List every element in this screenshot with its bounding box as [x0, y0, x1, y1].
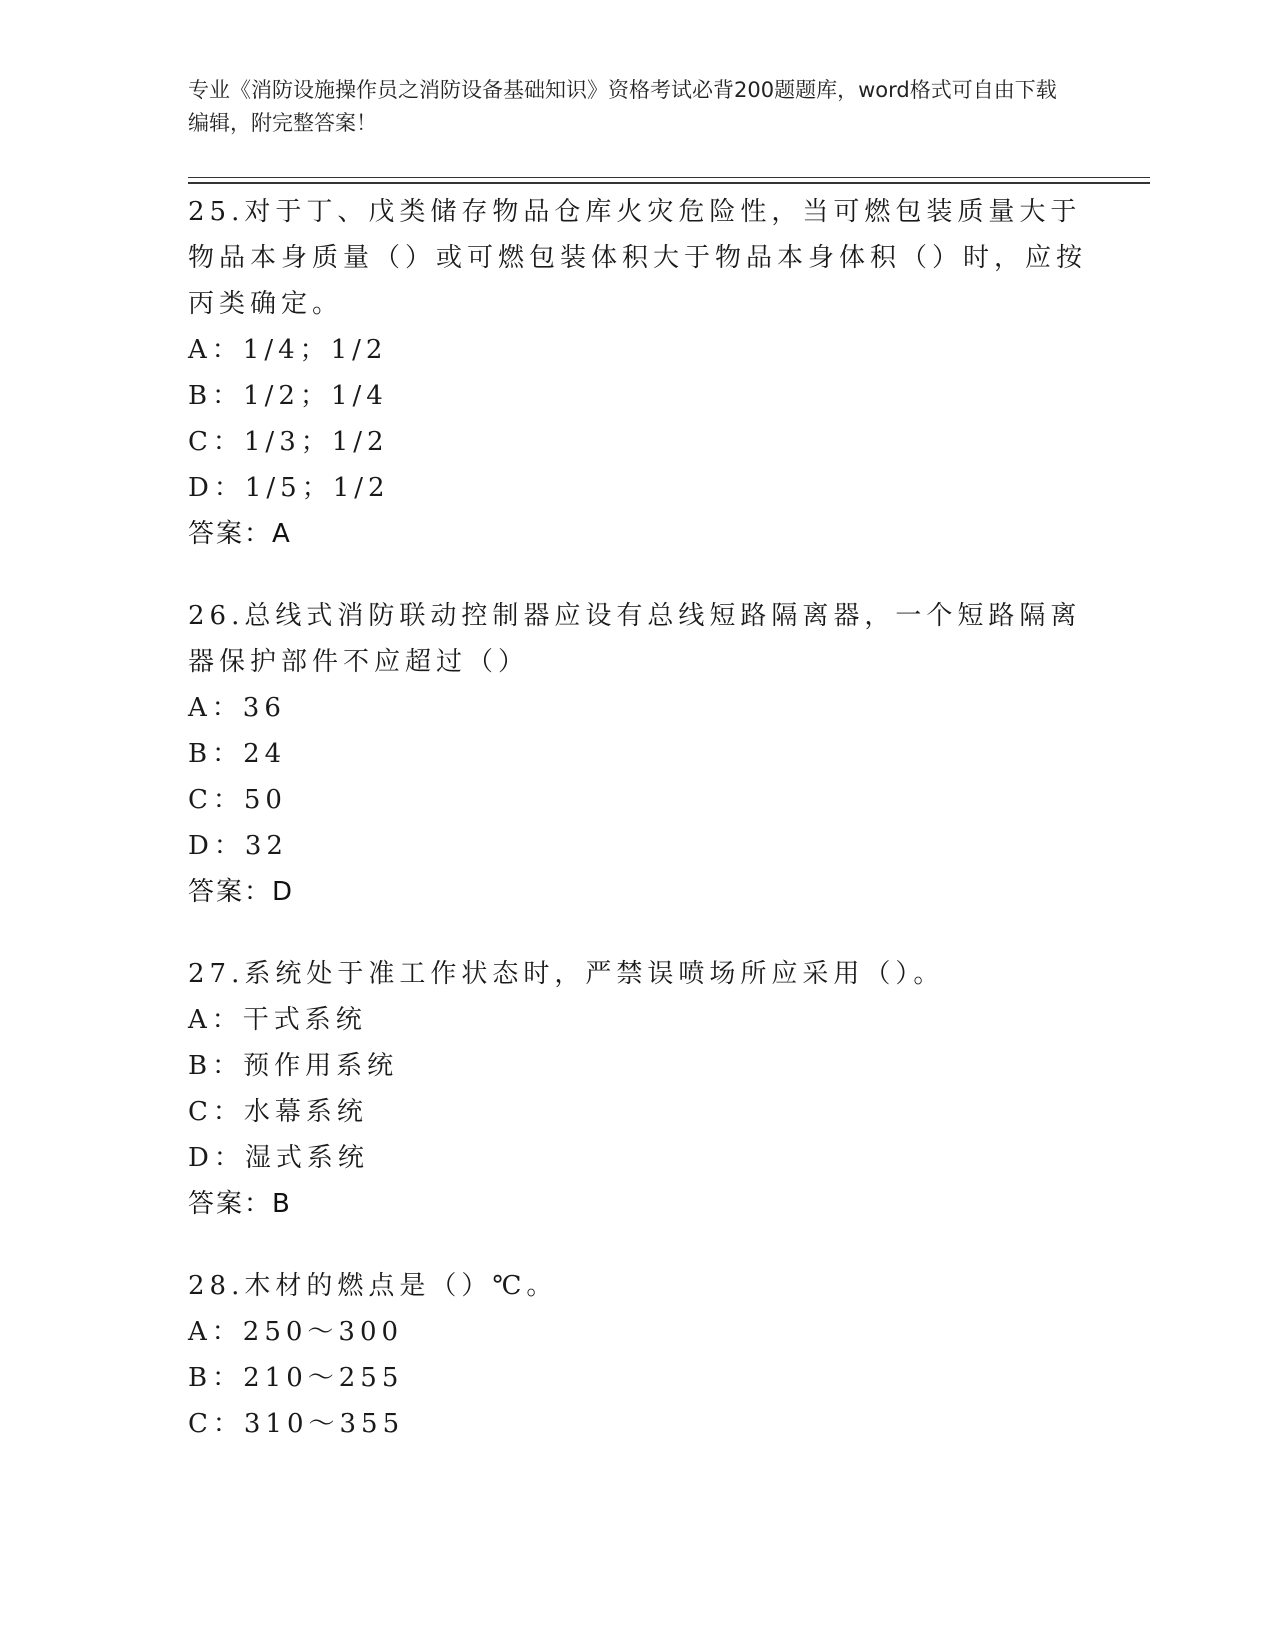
question-28	[188, 1263, 1088, 1447]
answer-line: 答案：A	[188, 519, 292, 549]
question-text: 26.总线式消防联动控制器应设有总线短路隔离器，一个短路隔离器保护部件不应超过（）	[188, 601, 1082, 677]
question-text: 28.木材的燃点是（）℃。	[188, 1271, 558, 1301]
question-25	[188, 189, 1088, 557]
header-divider-thick	[188, 182, 1150, 184]
option-d: D：32	[188, 831, 288, 861]
question-27	[188, 951, 1088, 1227]
question-text: 25.对于丁、戊类储存物品仓库火灾危险性，当可燃包装质量大于物品本身质量（）或可燃包装体积大于物品本身体积（）时，应按丙类确定。	[188, 197, 1088, 319]
option-a: A：干式系统	[188, 1005, 367, 1035]
option-c: C：水幕系统	[188, 1097, 368, 1127]
option-c: C：310～355	[188, 1409, 405, 1439]
option-b: B：预作用系统	[188, 1051, 399, 1081]
question-26	[188, 593, 1088, 915]
answer-line: 答案：B	[188, 1189, 292, 1219]
option-c: C：50	[188, 785, 287, 815]
question-list	[188, 189, 1088, 1483]
option-d: D：1/5；1/2	[188, 473, 390, 503]
option-c: C：1/3；1/2	[188, 427, 389, 457]
option-b: B：210～255	[188, 1363, 404, 1393]
option-d: D：湿式系统	[188, 1143, 369, 1173]
option-b: B：1/2；1/4	[188, 381, 388, 411]
option-a: A：36	[188, 693, 286, 723]
answer-line: 答案：D	[188, 877, 295, 907]
document-intro: 专业《消防设施操作员之消防设备基础知识》资格考试必背200题题库，word格式可自由下载编辑，附完整答案！	[188, 78, 1057, 135]
header-divider-thin	[188, 177, 1150, 178]
option-a: A：1/4；1/2	[188, 335, 388, 365]
option-b: B：24	[188, 739, 287, 769]
option-a: A：250～300	[188, 1317, 404, 1347]
question-text: 27.系统处于准工作状态时，严禁误喷场所应采用（）。	[188, 959, 945, 989]
